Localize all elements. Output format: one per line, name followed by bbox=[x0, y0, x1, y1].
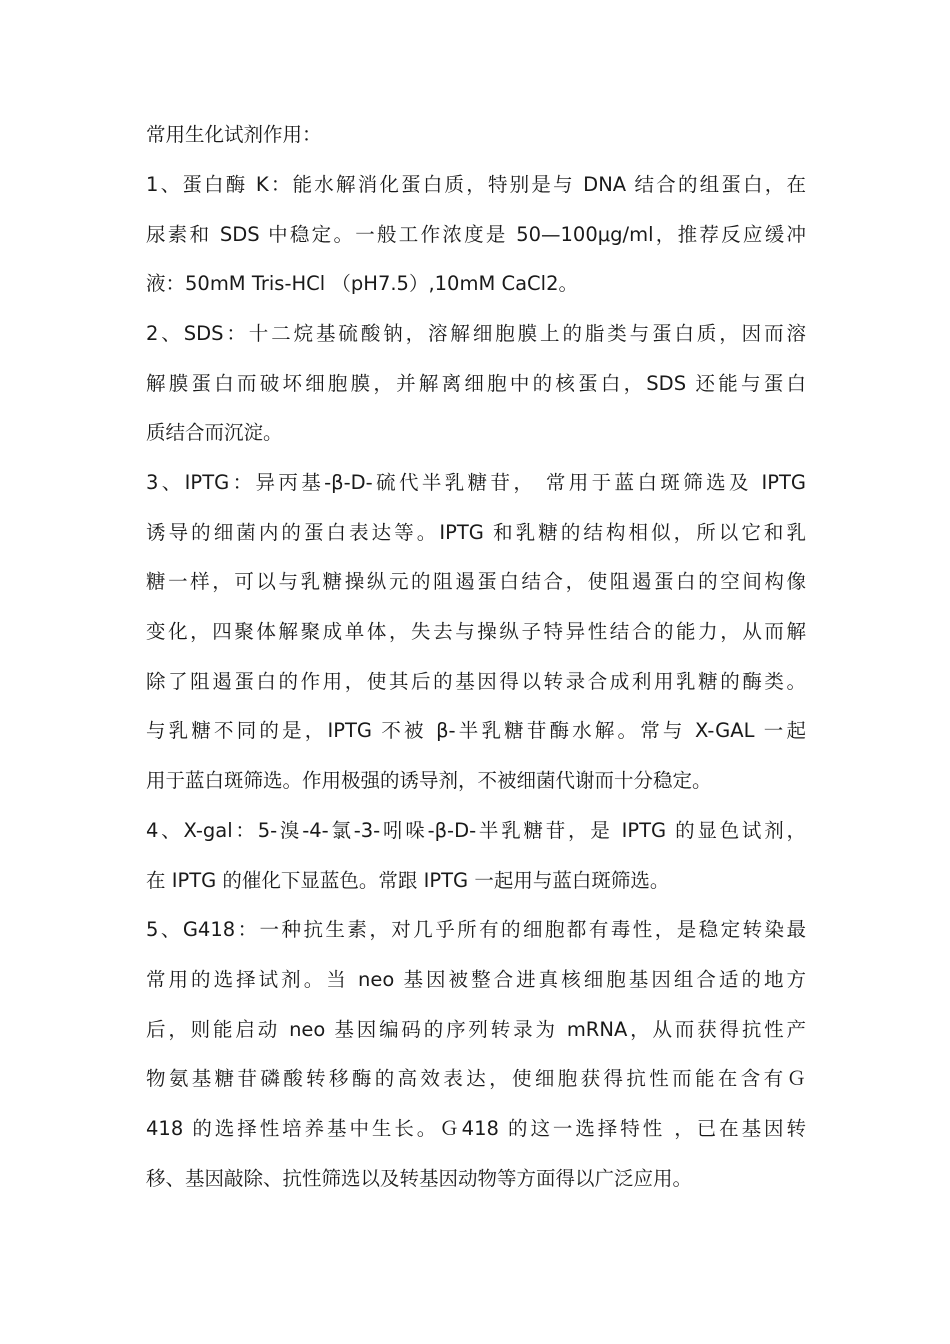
text-line: 后，则能启动 neo 基因编码的序列转录为 mRNA，从而获得抗性产 bbox=[146, 1018, 806, 1041]
text-line: 常用的选择试剂。当 neo 基因被整合进真核细胞基因组合适的地方 bbox=[146, 968, 806, 991]
text-line: 5、G418：一种抗生素，对几乎所有的细胞都有毒性，是稳定转染最 bbox=[146, 918, 806, 941]
text-line: 液：50mM Tris-HCl （pH7.5）,10mM CaCl2。 bbox=[146, 272, 578, 295]
text-line: 2、SDS：十二烷基硫酸钠，溶解细胞膜上的脂类与蛋白质，因而溶 bbox=[146, 322, 806, 345]
text-line: 除了阻遏蛋白的作用，使其后的基因得以转录合成利用乳糖的酶类。 bbox=[146, 670, 806, 693]
text-line: 用于蓝白斑筛选。作用极强的诱导剂，不被细菌代谢而十分稳定。 bbox=[146, 769, 712, 792]
text-line: 糖一样，可以与乳糖操纵元的阻遏蛋白结合，使阻遏蛋白的空间构像 bbox=[146, 570, 806, 593]
text-line: 4、X-gal：5-溴-4-氯-3-吲哚-β-D-半乳糖苷，是 IPTG 的显色试剂， bbox=[146, 819, 806, 842]
document-title: 常用生化试剂作用： bbox=[146, 123, 322, 146]
text-line: 1、蛋白酶 K：能水解消化蛋白质，特别是与 DNA 结合的组蛋白，在 bbox=[146, 173, 806, 196]
text-line: 3、IPTG：异丙基-β-D-硫代半乳糖苷， 常用于蓝白斑筛选及 IPTG bbox=[146, 471, 806, 494]
text-line: 物氨基糖苷磷酸转移酶的高效表达，使细胞获得抗性而能在含有Ｇ bbox=[146, 1067, 806, 1090]
text-line: 质结合而沉淀。 bbox=[146, 421, 283, 444]
text-line: 变化，四聚体解聚成单体，失去与操纵子特异性结合的能力，从而解 bbox=[146, 620, 806, 643]
text-line: 解膜蛋白而破坏细胞膜，并解离细胞中的核蛋白，SDS 还能与蛋白 bbox=[146, 372, 806, 395]
text-line: 与乳糖不同的是，IPTG 不被 β-半乳糖苷酶水解。常与 X-GAL 一起 bbox=[146, 719, 806, 742]
text-line: 尿素和 SDS 中稳定。一般工作浓度是 50—100μg/ml，推荐反应缓冲 bbox=[146, 223, 806, 246]
text-line: 418 的选择性培养基中生长。Ｇ418 的这一选择特性 ，已在基因转 bbox=[146, 1117, 806, 1140]
text-line: 诱导的细菌内的蛋白表达等。IPTG 和乳糖的结构相似，所以它和乳 bbox=[146, 521, 806, 544]
text-line: 移、基因敲除、抗性筛选以及转基因动物等方面得以广泛应用。 bbox=[146, 1167, 693, 1190]
text-line: 在 IPTG 的催化下显蓝色。常跟 IPTG 一起用与蓝白斑筛选。 bbox=[146, 869, 670, 892]
